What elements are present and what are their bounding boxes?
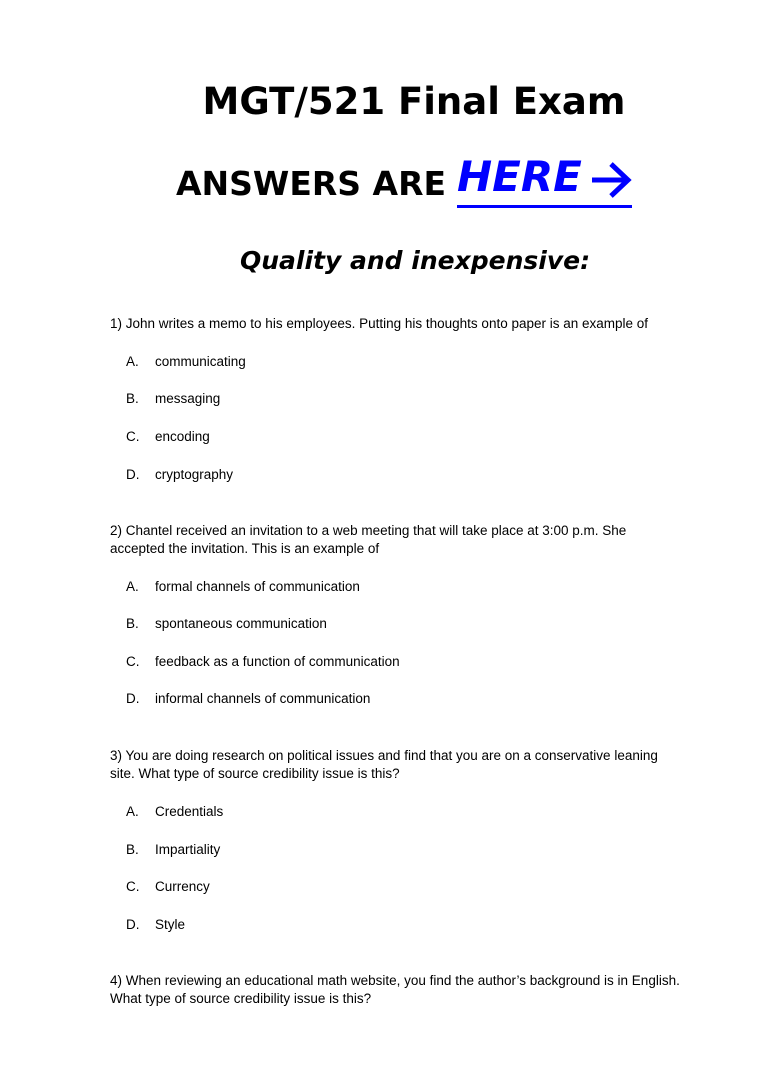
question-3-line-1: 3) You are doing research on political issues and find that you are on a conservative leaning bbox=[110, 748, 658, 763]
option-text: Credentials bbox=[155, 804, 224, 819]
option-text: messaging bbox=[155, 391, 221, 406]
option-text: communicating bbox=[155, 354, 246, 369]
question-1-option-b bbox=[126, 390, 220, 408]
question-1-option-a bbox=[126, 353, 246, 371]
question-1-option-d bbox=[126, 466, 233, 484]
option-letter: B. bbox=[126, 391, 139, 406]
question-2-line-1: 2) Chantel received an invitation to a web meeting that will take place at 3:00 p.m. She bbox=[110, 523, 627, 538]
answers-here-link[interactable] bbox=[457, 150, 632, 208]
option-letter: D. bbox=[126, 691, 140, 706]
option-text: Currency bbox=[155, 879, 210, 894]
question-4-line-1: 4) When reviewing an educational math website, you find the author’s background is in English. bbox=[110, 973, 680, 988]
question-3-option-d bbox=[126, 916, 185, 934]
page-subtitle: Quality and inexpensive: bbox=[240, 246, 591, 275]
option-letter: B. bbox=[126, 842, 139, 857]
option-letter: A. bbox=[126, 804, 139, 819]
question-2-line-2: accepted the invitation. This is an example of bbox=[110, 541, 380, 556]
question-3-option-c bbox=[126, 878, 210, 896]
option-text: encoding bbox=[155, 429, 210, 444]
option-letter: C. bbox=[126, 654, 140, 669]
question-1-option-c bbox=[126, 428, 210, 446]
option-letter: C. bbox=[126, 879, 140, 894]
here-link-label: HERE bbox=[457, 152, 582, 201]
question-2-option-c bbox=[126, 653, 400, 671]
option-letter: A. bbox=[126, 579, 139, 594]
question-3-line-2: site. What type of source credibility issue is this? bbox=[110, 766, 400, 781]
page-title: MGT/521 Final Exam bbox=[202, 80, 626, 123]
question-4-line-2: What type of source credibility issue is this? bbox=[110, 991, 372, 1006]
option-text: Style bbox=[155, 917, 186, 932]
question-2-option-b bbox=[126, 615, 327, 633]
option-text: formal channels of communication bbox=[155, 579, 360, 594]
option-letter: D. bbox=[126, 917, 140, 932]
option-text: Impartiality bbox=[155, 842, 221, 857]
question-3-option-a bbox=[126, 803, 223, 821]
option-letter: B. bbox=[126, 616, 139, 631]
right-arrow-icon bbox=[590, 160, 632, 205]
question-3-option-b bbox=[126, 841, 220, 859]
option-letter: A. bbox=[126, 354, 139, 369]
question-2-text bbox=[110, 522, 730, 558]
option-text: informal channels of communication bbox=[155, 691, 371, 706]
option-text: cryptography bbox=[155, 467, 234, 482]
question-1-text: 1) John writes a memo to his employees. Putting his thoughts onto paper is an example of bbox=[110, 316, 649, 331]
question-3-text bbox=[110, 747, 730, 783]
option-letter: C. bbox=[126, 429, 140, 444]
option-text: feedback as a function of communication bbox=[155, 654, 400, 669]
option-letter: D. bbox=[126, 467, 140, 482]
answers-prefix: ANSWERS ARE bbox=[176, 164, 447, 203]
question-2-option-d bbox=[126, 690, 370, 708]
question-2-option-a bbox=[126, 578, 360, 596]
question-4-text bbox=[110, 972, 750, 1008]
option-text: spontaneous communication bbox=[155, 616, 327, 631]
